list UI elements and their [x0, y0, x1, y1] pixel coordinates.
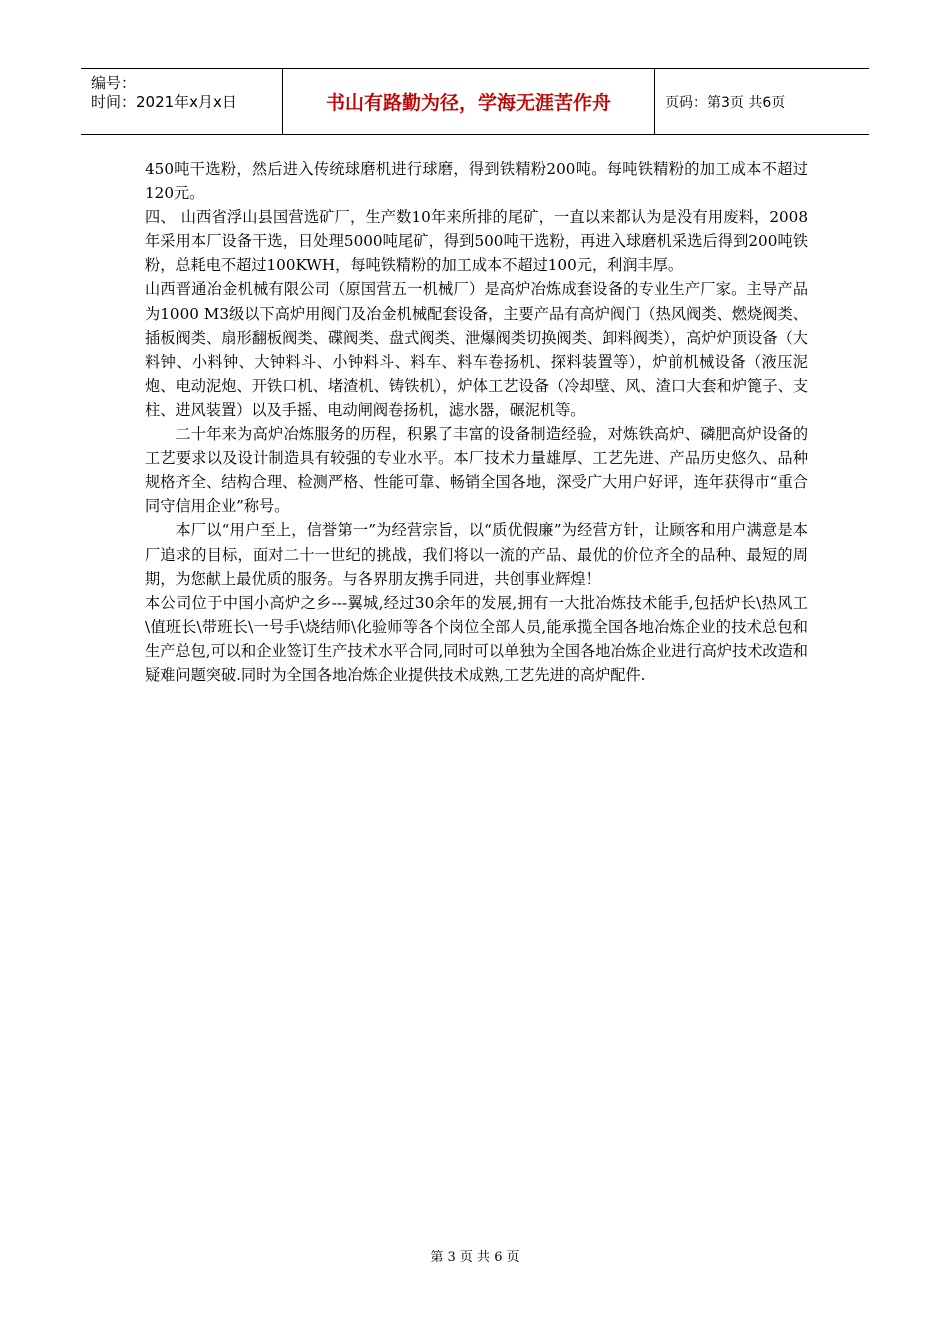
- paragraph-1: 450吨干选粉，然后进入传统球磨机进行球磨，得到铁精粉200吨。每吨铁精粉的加工成本不超过120元。: [145, 160, 808, 203]
- header-page-info: 页码：第3页 共6页: [665, 94, 786, 111]
- paragraph-5: 本厂以“用户至上，信誉第一”为经营宗旨，以“质优假廉”为经营方针，让顾客和用户满意是本厂追求的目标，面对二十一世纪的挑战，我们将以一流的产品、最优的价位齐全的品种、最短的周期，为您献上最优质的服务。与各界朋友携手同进，共创事业辉煌！: [145, 521, 808, 588]
- paragraph-6: 本公司位于中国小高炉之乡---翼城,经过30余年的发展,拥有一大批冶炼技术能手,包括炉长\热风工\值班长\带班长\一号手\烧结师\化验师等各个岗位全部人员,能承揽全国各地冶炼企业的技术总包和生产总包,可以和企业签订生产技术水平合同,同时可以单独为全国各地冶炼企业进行高炉技术改造和疑难问题突破.同时为全国各地冶炼企业提供技术成熟,工艺先进的高炉配件.: [145, 593, 808, 684]
- document-number: 编号：: [91, 74, 137, 92]
- header-meta: [81, 69, 283, 134]
- header-motto: 书山有路勤为径，学海无涯苦作舟: [283, 69, 655, 134]
- page-header: [81, 68, 869, 135]
- page-footer: 第 3 页 共 6 页: [430, 1250, 520, 1265]
- paragraph-4: 二十年来为高炉冶炼服务的历程，积累了丰富的设备制造经验，对炼铁高炉、磷肥高炉设备的工艺要求以及设计制造具有较强的专业水平。本厂技术力量雄厚、工艺先进、产品历史悠久、品种规格齐全、结构合理、检测严格、性能可靠、畅销全国各地，深受广大用户好评，连年获得市“重合同守信用企业”称号。: [145, 425, 808, 516]
- paragraph-3: 山西晋通冶金机械有限公司（原国营五一机械厂）是高炉冶炼成套设备的专业生产厂家。主导产品为1000 M3级以下高炉用阀门及冶金机械配套设备，主要产品有高炉阀门（热风阀类、燃烧阀类、插板阀类、扇形翻板阀类、碟阀类、盘式阀类、泄爆阀类切换阀类、卸料阀类），高炉炉顶设备（大料钟、小料钟、大钟料斗、小钟料斗、料车、料车卷扬机、探料装置等），炉前机械设备（液压泥炮、电动泥炮、开铁口机、堵渣机、铸铁机），炉体工艺设备（冷却壁、风、渣口大套和炉篦子、支柱、进风装置）以及手摇、电动闸阀卷扬机，滤水器，碾泥机等。: [145, 280, 808, 419]
- document-body: [145, 157, 808, 687]
- paragraph-2: 四、 山西省浮山县国营选矿厂，生产数10年来所排的尾矿，一直以来都认为是没有用废料，2008年采用本厂设备干选，日处理5000吨尾矿，得到500吨干选粉，再进入球磨机采选后得到200吨铁粉，总耗电不超过100KWH，每吨铁精粉的加工成本不超过100元，利润丰厚。: [145, 208, 808, 275]
- document-time: 时间：2021年x月x日: [91, 93, 237, 111]
